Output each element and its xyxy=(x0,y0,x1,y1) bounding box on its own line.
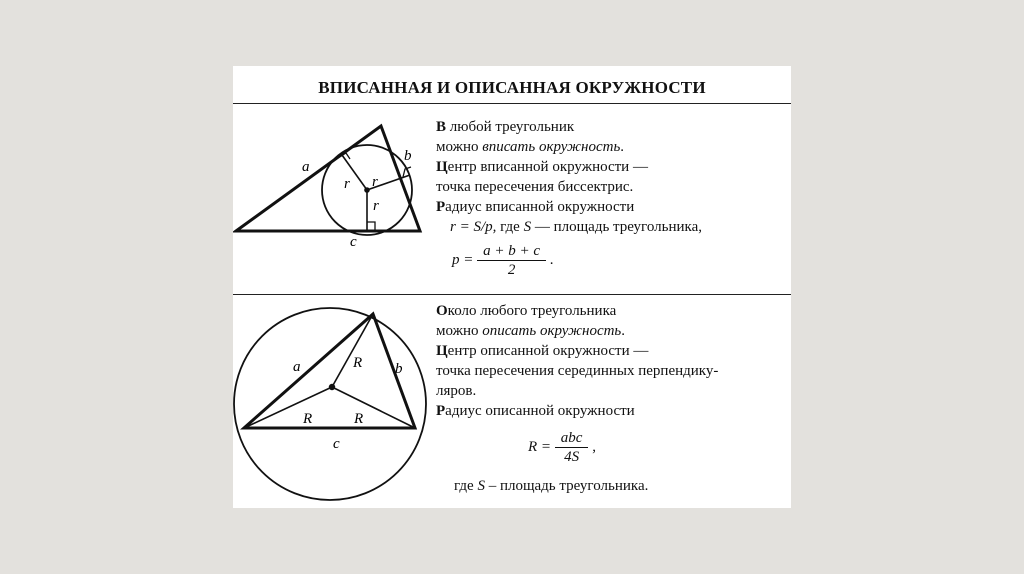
text-line: ентр вписанной окружности — xyxy=(447,159,648,175)
text-line: где xyxy=(454,478,478,494)
denominator: 4S xyxy=(564,449,580,465)
inradius-formula: r = S/p, xyxy=(450,219,497,235)
radius-label-1: R xyxy=(353,355,363,371)
text-line: любой треугольник xyxy=(446,119,575,135)
radius-label-3: R xyxy=(354,411,364,427)
radius-label-2: R xyxy=(303,411,313,427)
dropcap: Ц xyxy=(436,343,448,359)
punctuation: . xyxy=(549,251,554,268)
text-line: – площадь треугольника. xyxy=(484,478,649,494)
radius-to-top xyxy=(332,314,373,387)
radius-label-1: r xyxy=(344,176,350,192)
side-label-a: a xyxy=(293,359,301,375)
slide xyxy=(233,66,791,508)
formula-lhs: R = xyxy=(528,438,552,455)
text-line: точка пересечения серединных перпендику- xyxy=(436,363,719,379)
dropcap: О xyxy=(436,303,448,319)
semiperimeter-formula xyxy=(452,242,554,279)
side-label-b: b xyxy=(404,148,412,164)
circumscribed-text xyxy=(436,301,786,421)
inscribed-circle-figure xyxy=(233,118,428,248)
side-label-b: b xyxy=(395,361,403,377)
dropcap: Ц xyxy=(436,159,448,175)
text-line: точка пересечения биссектрис. xyxy=(436,179,634,195)
dropcap: В xyxy=(436,119,447,135)
var-S: S xyxy=(523,219,532,235)
emphasis: описать окружность xyxy=(482,323,622,339)
radius-label-2: r xyxy=(372,174,378,190)
side-label-c: c xyxy=(350,234,357,248)
denominator: 2 xyxy=(507,262,516,278)
dropcap: Р xyxy=(436,199,446,215)
numerator: a + b + c xyxy=(477,242,546,261)
circumradius-formula xyxy=(528,429,596,466)
inscribed-text xyxy=(436,117,786,237)
radius-label-3: r xyxy=(373,198,379,214)
fraction xyxy=(555,429,589,466)
var-S: S xyxy=(477,478,485,494)
formula-lhs: p = xyxy=(452,251,474,268)
triangle-outline xyxy=(236,126,420,231)
page-title: ВПИСАННАЯ И ОПИСАННАЯ ОКРУЖНОСТИ xyxy=(318,78,706,97)
emphasis: вписать окружность xyxy=(482,139,621,155)
text-line: можно xyxy=(436,323,483,339)
title-divider xyxy=(233,103,791,104)
side-label-a: a xyxy=(302,159,310,175)
text-line: коло любого треугольника xyxy=(447,303,617,319)
text-line: ляров. xyxy=(436,383,477,399)
circumscribed-circle-figure xyxy=(233,300,428,504)
section-divider xyxy=(233,294,791,295)
text-line: где xyxy=(496,219,524,235)
punctuation: . xyxy=(620,139,625,155)
circumcircle xyxy=(234,308,426,500)
text-line: адиус описанной окружности xyxy=(445,403,635,419)
text-line: можно xyxy=(436,139,483,155)
fraction xyxy=(477,242,546,279)
text-line: — площадь треугольника, xyxy=(531,219,702,235)
triangle-outline xyxy=(244,314,415,428)
dropcap: Р xyxy=(436,403,446,419)
side-label-c: c xyxy=(333,436,340,452)
text-line: ентр описанной окружности — xyxy=(447,343,649,359)
radius-to-left xyxy=(244,387,332,428)
punctuation: . xyxy=(621,323,626,339)
numerator: abc xyxy=(555,429,589,448)
text-line: адиус вписанной окружности xyxy=(445,199,635,215)
where-note xyxy=(454,478,648,495)
punctuation: , xyxy=(592,438,596,455)
